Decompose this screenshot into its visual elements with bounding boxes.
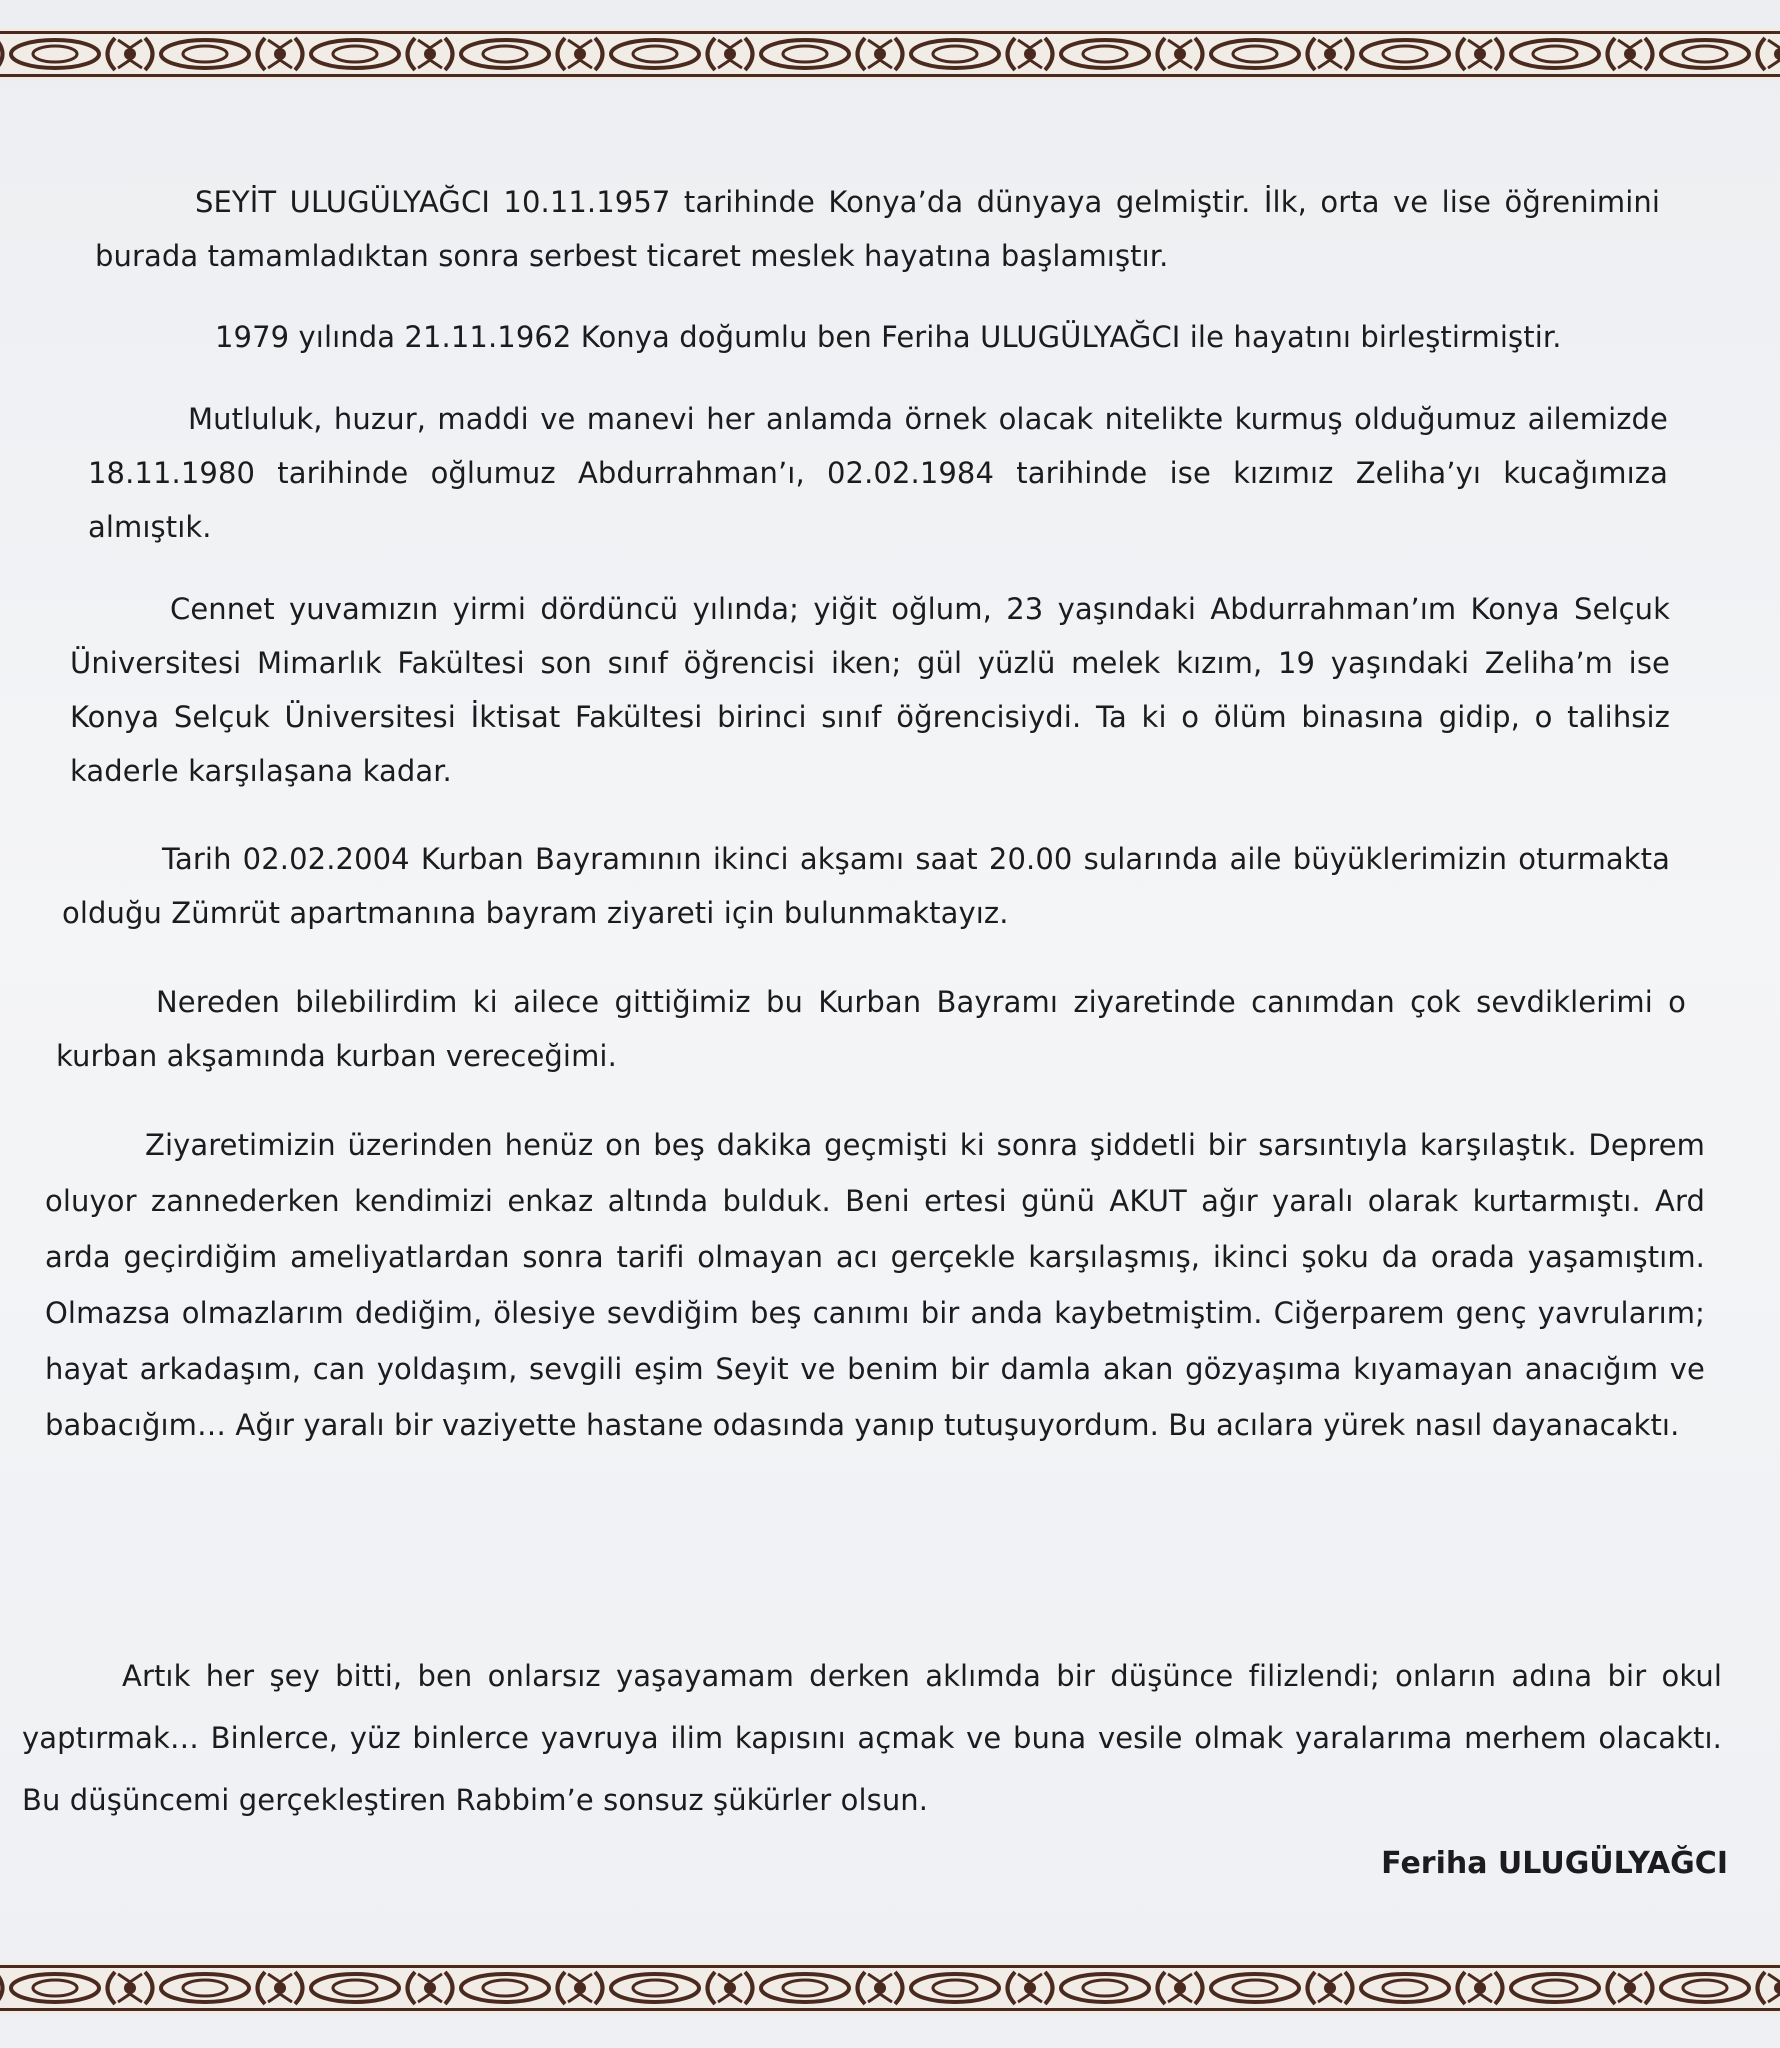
- paragraph-marriage: 1979 yılında 21.11.1962 Konya doğumlu ben Feriha ULUGÜLYAĞCI ile hayatını birleştirmiştir.: [215, 320, 1562, 354]
- bottom-ornamental-border: [0, 1962, 1780, 2014]
- paragraph-date: Tarih 02.02.2004 Kurban Bayramının ikinci akşamı saat 20.00 sularında aile büyüklerimizin oturmakta olduğu Zümrüt apartmanına bayram ziyareti için bulunmaktayız.: [62, 842, 1670, 930]
- paragraph-visit: Nereden bilebilirdim ki ailece gittiğimiz bu Kurban Bayramı ziyaretinde canımdan çok sevdiklerimi o kurban akşamında kurban vereceğimi.: [56, 985, 1686, 1073]
- paragraph-biography: SEYİT ULUGÜLYAĞCI 10.11.1957 tarihinde Konya’da dünyaya gelmiştir. İlk, orta ve lise öğrenimini burada tamamladıktan sonra serbest ticaret meslek hayatına başlamıştır.: [95, 185, 1660, 273]
- paragraph-family: Mutluluk, huzur, maddi ve manevi her anlamda örnek olacak nitelikte kurmuş olduğumuz ailemizde 18.11.1980 tarihinde oğlumuz Abdurrahman’ı, 02.02.1984 tarihinde ise kızımız Zeliha’yı kucağımıza almıştık.: [88, 402, 1668, 544]
- signature: Feriha ULUGÜLYAĞCI: [1381, 1846, 1728, 1881]
- ornament-pattern-bottom: [0, 1962, 1780, 2014]
- paragraph-earthquake: Ziyaretimizin üzerinden henüz on beş dakika geçmişti ki sonra şiddetli bir sarsıntıyla karşılaştık. Deprem oluyor zannederken kendimizi enkaz altında bulduk. Beni ertesi günü AKUT ağır yaralı olarak kurtarmıştı. Ard arda geçirdiğim ameliyatlardan sonra tarifi olmayan acı gerçekle karşılaşmış, ikinci şoku da orada yaşamıştım. Olmazsa olmazlarım dediğim, ölesiye sevdiğim beş canımı bir anda kaybetmiştim. Ciğerparem genç yavrularım; hayat arkadaşım, can yoldaşım, sevgili eşim Seyit ve benim bir damla akan gözyaşıma kıyamayan anacığım ve babacığım… Ağır yaralı bir vaziyette hastane odasında yanıp tutuşuyordum. Bu acılara yürek nasıl dayanacaktı.: [45, 1128, 1705, 1442]
- paragraph-children: Cennet yuvamızın yirmi dördüncü yılında; yiğit oğlum, 23 yaşındaki Abdurrahman’ım Konya Selçuk Üniversitesi Mimarlık Fakültesi son sınıf öğrencisi iken; gül yüzlü melek kızım, 19 yaşındaki Zeliha’m ise Konya Selçuk Üniversitesi İktisat Fakültesi birinci sınıf öğrencisiydi. Ta ki o ölüm binasına gidip, o talihsiz kaderle karşılaşana kadar.: [70, 592, 1670, 788]
- paragraph-school: Artık her şey bitti, ben onlarsız yaşayamam derken aklımda bir düşünce filizlendi; onların adına bir okul yaptırmak… Binlerce, yüz binlerce yavruya ilim kapısını açmak ve buna vesile olmak yaralarıma merhem olacaktı. Bu düşüncemi gerçekleştiren Rabbim’e sonsuz şükürler olsun.: [22, 1659, 1722, 1817]
